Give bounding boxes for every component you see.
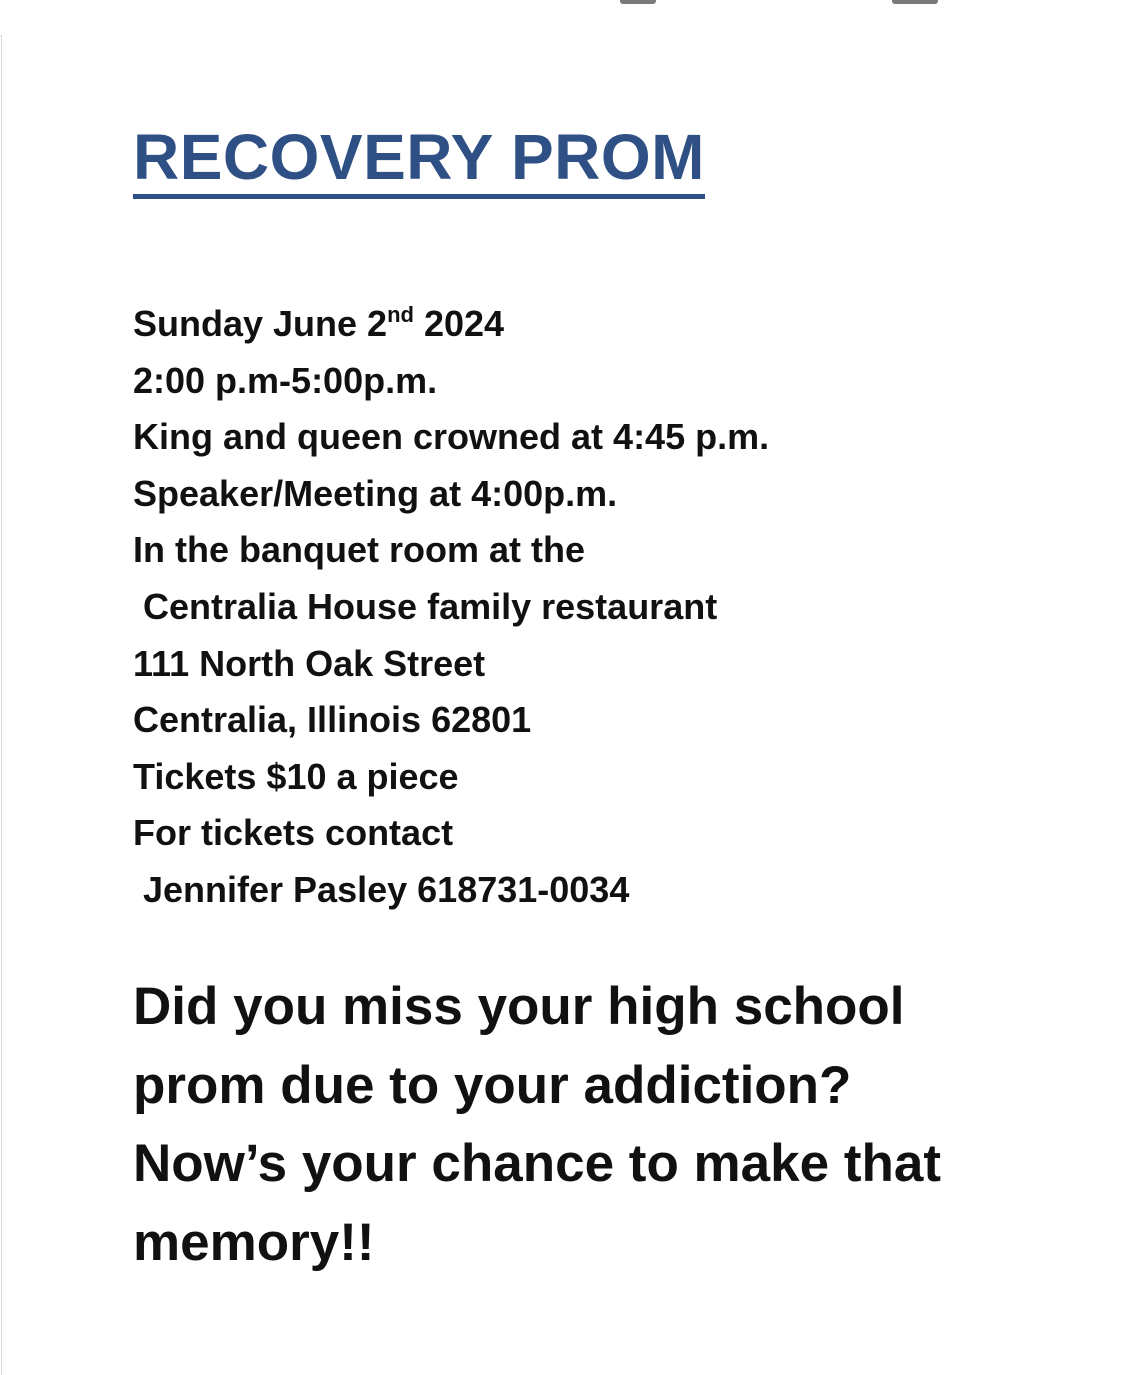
pitch-line: Now’s your chance to make that xyxy=(133,1134,941,1193)
date-year: 2024 xyxy=(413,303,505,344)
king-queen-time: King and queen crowned at 4:45 p.m. xyxy=(133,416,770,458)
pitch-line: memory!! xyxy=(133,1212,375,1272)
pitch-line: prom due to your addiction? xyxy=(133,1055,852,1115)
pitch-line: Did you miss your high school xyxy=(133,977,905,1036)
contact-name-phone: Jennifer Pasley 618731-0034 xyxy=(143,868,630,910)
toolbar-edge-mark xyxy=(620,0,656,4)
top-toolbar-strip xyxy=(0,0,1125,36)
ticket-price: Tickets $10 a piece xyxy=(133,755,459,797)
location-intro: In the banquet room at the xyxy=(133,529,586,571)
event-date xyxy=(133,296,769,353)
street-address: 111 North Oak Street xyxy=(133,642,486,684)
date-prefix: Sunday June 2 xyxy=(133,303,388,344)
flyer-title: RECOVERY PROM xyxy=(133,120,705,199)
date-ordinal-suffix: nd xyxy=(387,302,414,327)
event-time: 2:00 p.m-5:00p.m. xyxy=(133,359,438,401)
speaker-meeting-time: Speaker/Meeting at 4:00p.m. xyxy=(133,472,618,514)
city-state-zip: Centralia, Illinois 62801 xyxy=(133,699,532,741)
contact-intro: For tickets contact xyxy=(133,812,454,854)
venue-name: Centralia House family restaurant xyxy=(143,585,718,627)
toolbar-edge-mark xyxy=(892,0,938,4)
event-details xyxy=(133,296,769,919)
pitch-message xyxy=(133,968,1033,1282)
